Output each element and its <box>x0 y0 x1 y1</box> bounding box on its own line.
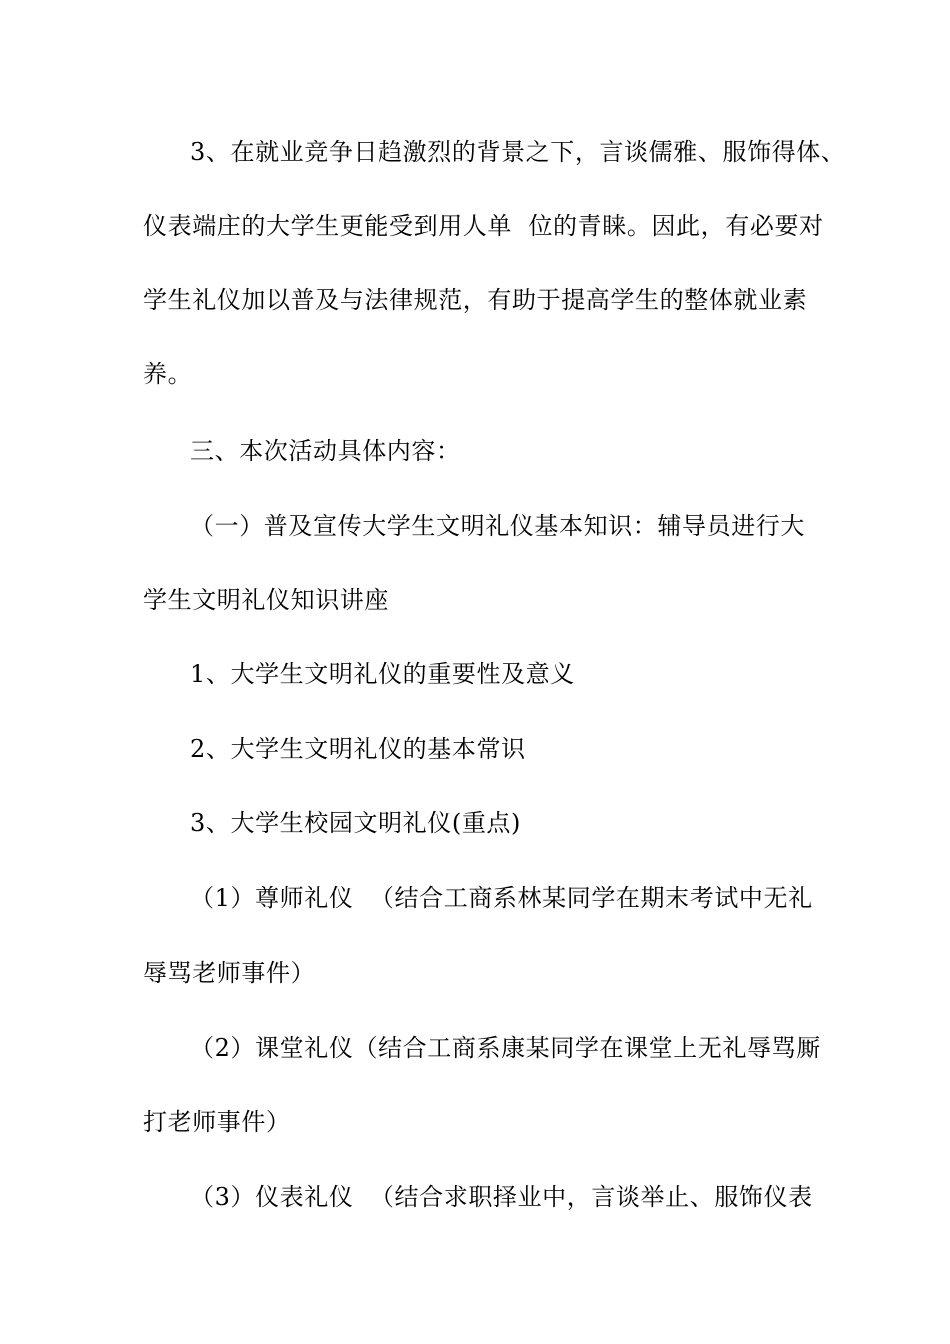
list-item: （1）尊师礼仪 （结合工商系林某同学在期末考试中无礼 <box>190 884 813 912</box>
paragraph-line: 3、在就业竞争日趋激烈的背景之下，言谈儒雅、服饰得体、 <box>190 138 846 166</box>
section-heading: 三、本次活动具体内容： <box>190 437 461 465</box>
paragraph-line: 学生文明礼仪知识讲座 <box>143 586 389 614</box>
list-item: 3、大学生校园文明礼仪(重点) <box>190 809 521 837</box>
paragraph-line: （一）普及宣传大学生文明礼仪基本知识：辅导员进行大 <box>190 512 805 540</box>
paragraph-line: 打老师事件） <box>143 1108 291 1136</box>
list-item: 2、大学生文明礼仪的基本常识 <box>190 735 526 763</box>
paragraph-line: 仪表端庄的大学生更能受到用人单 位的青睐。因此，有必要对 <box>143 212 824 240</box>
list-item: （3）仪表礼仪 （结合求职择业中，言谈举止、服饰仪表 <box>190 1183 813 1211</box>
list-item: （2）课堂礼仪（结合工商系康某同学在课堂上无礼辱骂厮 <box>190 1034 821 1062</box>
paragraph-line: 养。 <box>143 360 193 388</box>
list-item: 1、大学生文明礼仪的重要性及意义 <box>190 660 575 688</box>
paragraph-line: 学生礼仪加以普及与法律规范，有助于提高学生的整体就业素 <box>143 286 808 314</box>
paragraph-line: 辱骂老师事件） <box>143 959 316 987</box>
